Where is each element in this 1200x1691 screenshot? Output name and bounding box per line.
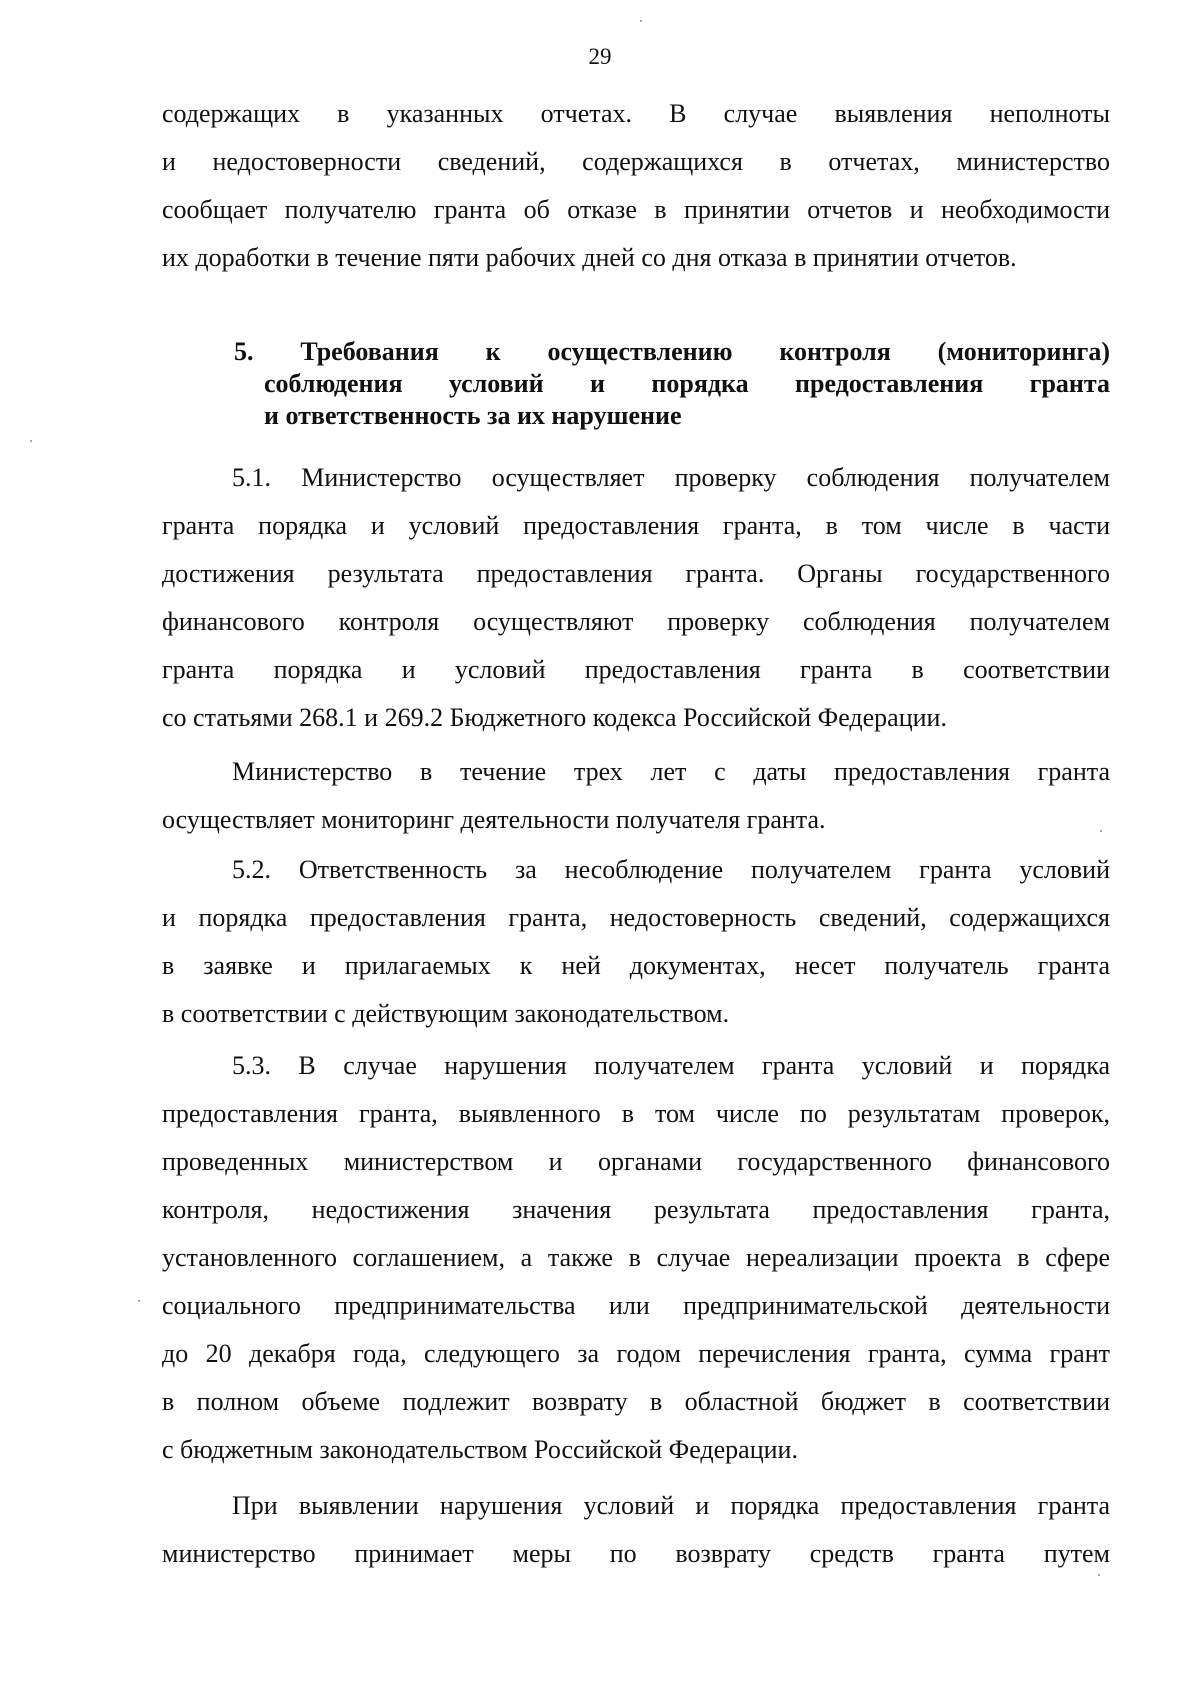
text-line: в полном объеме подлежит возврату в областной бюджет в соответствии	[162, 1387, 1110, 1416]
scan-speck	[30, 440, 32, 442]
paragraph-5-1	[162, 454, 1110, 742]
text-line: Министерство в течение трех лет с даты предоставления гранта	[232, 757, 1110, 786]
text-line: их доработки в течение пяти рабочих дней со дня отказа в принятии отчетов.	[162, 243, 1017, 272]
text-line: с бюджетным законодательством Российской Федерации.	[162, 1435, 798, 1464]
paragraph-monitoring	[162, 748, 1110, 844]
heading-line: 5. Требования к осуществлению контроля (мониторинга)	[234, 337, 1110, 366]
text-line: министерство принимает меры по возврату средств гранта путем	[162, 1539, 1110, 1568]
text-line: предоставления гранта, выявленного в том числе по результатам проверок,	[162, 1099, 1110, 1128]
text-line: установленного соглашением, а также в случае нереализации проекта в сфере	[162, 1243, 1110, 1272]
text-line: и недостоверности сведений, содержащихся в отчетах, министерство	[162, 147, 1110, 176]
text-line: При выявлении нарушения условий и порядка предоставления гранта	[232, 1491, 1110, 1520]
text-line: социального предпринимательства или предпринимательской деятельности	[162, 1291, 1110, 1320]
text-line: до 20 декабря года, следующего за годом перечисления гранта, сумма грант	[162, 1339, 1110, 1368]
scan-speck	[1100, 830, 1102, 832]
text-line: гранта порядка и условий предоставления гранта, в том числе в части	[162, 511, 1110, 540]
text-line: 5.2. Ответственность за несоблюдение получателем гранта условий	[232, 855, 1110, 884]
scan-speck	[138, 1300, 140, 1302]
text-line: осуществляет мониторинг деятельности получателя гранта.	[162, 805, 826, 834]
text-line: в соответствии с действующим законодательством.	[162, 999, 730, 1028]
page-number: 29	[588, 44, 612, 69]
text-line: содержащих в указанных отчетах. В случае выявления неполноты	[162, 99, 1110, 128]
paragraph-5-2	[162, 846, 1110, 1038]
intro-paragraph	[162, 90, 1110, 282]
text-line: контроля, недостижения значения результата предоставления гранта,	[162, 1195, 1110, 1224]
text-line: 5.1. Министерство осуществляет проверку соблюдения получателем	[232, 463, 1110, 492]
text-line: финансового контроля осуществляют проверку соблюдения получателем	[162, 607, 1110, 636]
heading-line: и ответственность за их нарушение	[264, 401, 682, 430]
text-line: и порядка предоставления гранта, недостоверность сведений, содержащихся	[162, 903, 1110, 932]
text-line: в заявке и прилагаемых к ней документах, несет получатель гранта	[162, 951, 1110, 980]
text-line: сообщает получателю гранта об отказе в принятии отчетов и необходимости	[162, 195, 1110, 224]
paragraph-5-3	[162, 1042, 1110, 1474]
text-line: проведенных министерством и органами государственного финансового	[162, 1147, 1110, 1176]
scan-speck	[1098, 1574, 1100, 1576]
text-line: со статьями 268.1 и 269.2 Бюджетного кодекса Российской Федерации.	[162, 703, 947, 732]
heading-line: соблюдения условий и порядка предоставления гранта	[264, 369, 1110, 398]
paragraph-violation	[162, 1482, 1110, 1578]
text-line: гранта порядка и условий предоставления гранта в соответствии	[162, 655, 1110, 684]
scan-speck	[640, 20, 642, 22]
text-line: достижения результата предоставления гранта. Органы государственного	[162, 559, 1110, 588]
section-heading	[234, 336, 1110, 432]
text-line: 5.3. В случае нарушения получателем гранта условий и порядка	[232, 1051, 1110, 1080]
